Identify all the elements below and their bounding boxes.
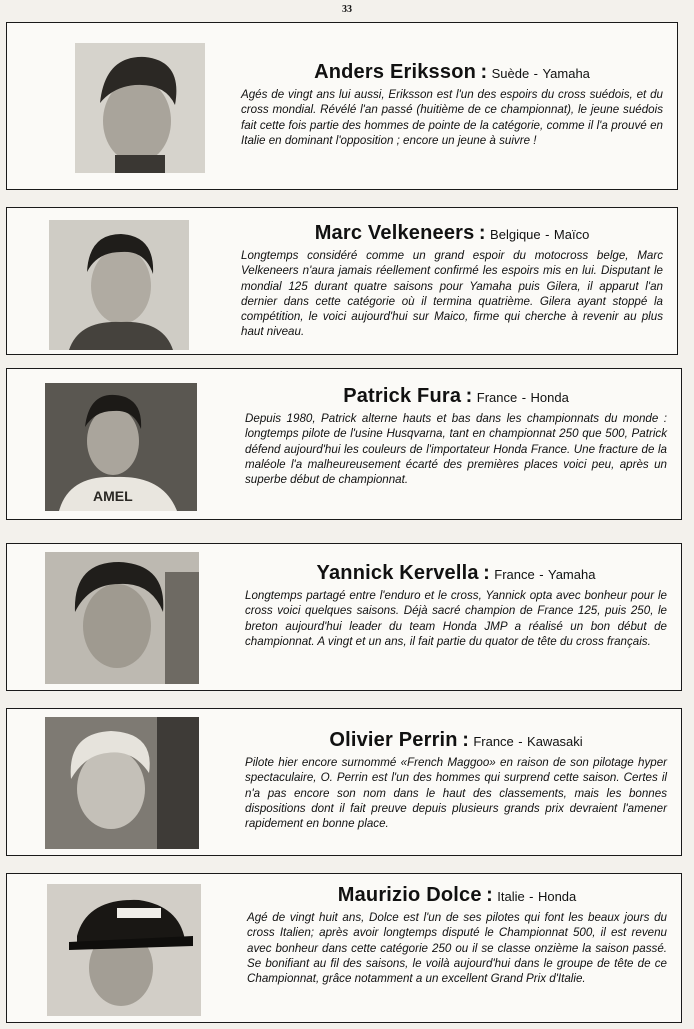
meta-separator: - [521, 390, 527, 405]
meta-separator: - [518, 734, 523, 749]
meta-separator: - [533, 66, 538, 81]
rider-bio: Agés de vingt ans lui aussi, Eriksson est l'un des espoirs du cross suédois, et du cross mondial. Révélé l'an passé (huitième de ce championnat), le jeune suédois fait cette fois partie des hommes de pointe de la catégorie, comme il l'a prouvé en Italie en dominant l'opposition ; encore un jeune à suivre ! [241, 88, 663, 147]
title-colon: : [465, 385, 473, 407]
title-colon: : [478, 222, 486, 244]
rider-name: Anders Eriksson [314, 61, 477, 83]
rider-bio: Longtemps considéré comme un grand espoir du motocross belge, Marc Velkeneers n'aura jamais réellement confirmé les espoirs mis en lui. Disputant le mondial 125 durant quatre saisons pour Yamaha puis Gilera, il apparut l'an dernier dans cette catégorie où il termina quatrième. Gilera ayant stoppé la compétition, le voici aujourd'hui sur Maico, firme qui cherche à revenir au plus haut niveau. [241, 249, 663, 339]
portrait-icon [75, 43, 205, 173]
rider-card-dolce [6, 873, 682, 1023]
portrait-icon [49, 220, 189, 350]
svg-text:AMEL: AMEL [93, 488, 133, 504]
rider-brand: Yamaha [548, 567, 596, 582]
rider-card-perrin [6, 708, 682, 856]
meta-separator: - [545, 227, 550, 242]
meta-separator: - [529, 889, 534, 904]
rider-name: Patrick Fura [343, 385, 462, 407]
rider-bio: Agé de vingt huit ans, Dolce est l'un de ses pilotes qui font les beaux jours du cross Italien; après avoir longtemps disputé le Championnat 500, il est revenu avec bonheur dans cette catégorie 250 ou il se classe onzième la saison passé. Se bonifiant au fil des saisons, le voilà aujourd'hui dans le groupe de tête de ce Championnat, grâce notamment a un excellent Grand Prix d'Italie. [247, 911, 667, 986]
rider-name: Olivier Perrin [329, 729, 458, 751]
rider-country: France [494, 567, 535, 582]
rider-name: Marc Velkeneers [314, 222, 475, 244]
portrait-icon [45, 552, 199, 684]
title-colon: : [483, 562, 490, 584]
rider-photo [45, 552, 199, 684]
title-colon: : [486, 884, 493, 906]
rider-brand: Maïco [553, 227, 590, 242]
rider-card-kervella [6, 543, 682, 691]
rider-brand: Yamaha [542, 66, 590, 81]
rider-country: Belgique [490, 227, 541, 242]
rider-card-eriksson [6, 22, 678, 190]
rider-card-velkeneers [6, 207, 678, 355]
rider-card-fura [6, 368, 682, 520]
portrait-icon [45, 383, 197, 511]
rider-country: France [473, 734, 514, 749]
rider-bio: Depuis 1980, Patrick alterne hauts et bas dans les championnats du monde : longtemps pilote de l'usine Husqvarna, tant en championnat 250 que 500, Patrick défend aujourd'hui les couleurs de l'importateur Honda France. Une fracture de la maléole l'a malheureusement écarté des premières places voici peu, après un superbe début de championnat. [245, 412, 667, 487]
rider-bio: Pilote hier encore surnommé «French Maggoo» en raison de son pilotage hyper spectaculaire, O. Perrin est l'un des hommes qui surprend cette saison. Certes il n'a pas encore son nom dans le haut des classements, mais les bonnes dispositions dont il fait preuve depuis plusieurs grands prix devraient l'amener rapidement en bonne place. [245, 756, 667, 831]
rider-photo [45, 383, 197, 511]
page-number: 33 [342, 4, 352, 15]
rider-country: France [476, 390, 518, 405]
rider-name: Yannick Kervella [316, 562, 479, 584]
title-colon: : [480, 61, 488, 83]
rider-country: Suède [491, 66, 530, 81]
portrait-icon [47, 884, 201, 1016]
rider-photo [49, 220, 189, 350]
rider-brand: Honda [537, 889, 577, 904]
rider-name: Maurizio Dolce [337, 884, 482, 906]
rider-photo [75, 43, 205, 173]
meta-separator: - [539, 567, 544, 582]
rider-country: Italie [497, 889, 525, 904]
rider-photo [47, 884, 201, 1016]
rider-brand: Honda [530, 390, 569, 405]
rider-photo [45, 717, 199, 849]
title-colon: : [462, 729, 469, 751]
portrait-icon [45, 717, 199, 849]
rider-brand: Kawasaki [527, 734, 583, 749]
rider-bio: Longtemps partagé entre l'enduro et le cross, Yannick opta avec bonheur pour le cross voici quelques saisons. Déjà sacré champion de France 125, puis 250, le breton aujourd'hui leader du team Honda JMP a réalisé un bon début de championnat. A vingt et un ans, il fait partie du quator de tête du cross français. [245, 589, 667, 648]
